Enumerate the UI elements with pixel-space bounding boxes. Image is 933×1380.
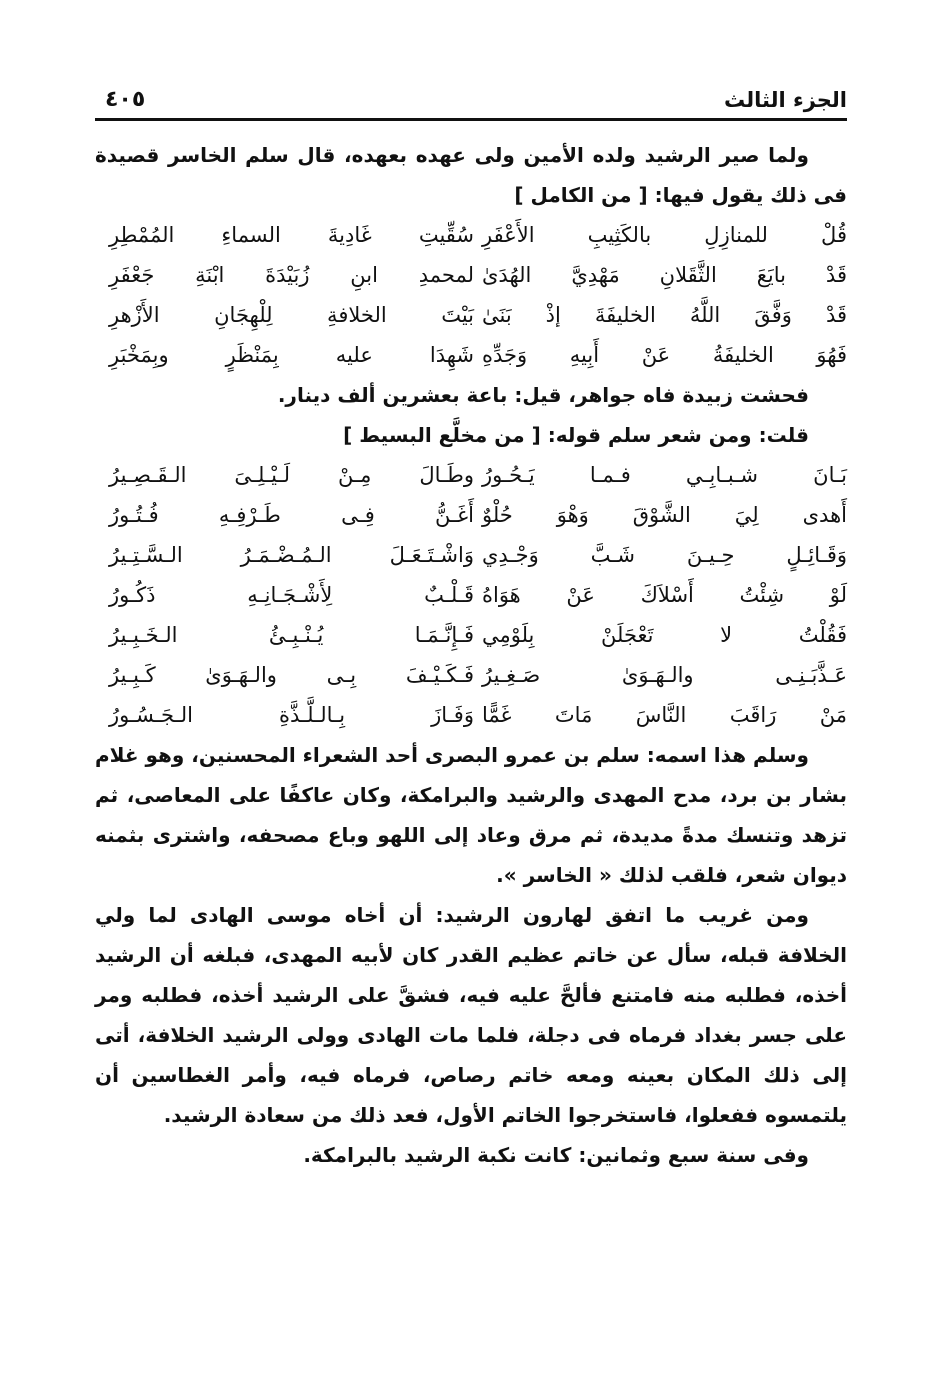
paragraph-qultu: قلت: ومن شعر سلم قوله: [ من مخلَّع البسيط ] — [343, 423, 809, 447]
paragraph-zubayda: فحشت زبيدة فاه جواهر، قيل: باعة بعشرين ألف دينار. — [277, 383, 809, 407]
page-header — [95, 70, 847, 112]
verse-second-hemistich: قَـلْـبٌ لِأَشْـجَـانِـهِ ذَكُـورُ — [109, 583, 474, 607]
verse-line — [95, 655, 847, 695]
verse-second-hemistich: وَاشْـتَـعَـلَ الـمُـضْـمَـرُ الـسَّـتِـيرُ — [109, 543, 474, 567]
paragraph-ring-story: ومن غريب ما اتفق لهارون الرشيد: أن أخاه موسى الهادى لما ولي الخلافة قبله، سأل عن خاتم عظيم القدر كان لأبيه المهدى، فبلغه أن الرشيد أخذه، فطلبه منه فامتنع فألحَّ عليه فيه، فشقَّ على الرشيد أخذه، فطلبه ومر على جسر بغداد فرماه فى دجلة، فلما مات الهادى وولى الرشيد الخلافة، أتى إلى ذلك المكان بعينه ومعه خاتم رصاص، فرماه فيه، وأمر الغطاسين أن يلتمسوه ففعلوا، فاستخرجوا الخاتم الأول، فعد ذلك من سعادة الرشيد. — [95, 903, 847, 1127]
header-rule — [95, 118, 847, 121]
verse-first-hemistich: قُلْ للمنازِلِ بالكَثِيبِ الأَعْفَرِ — [482, 223, 847, 247]
verse-second-hemistich: فَـكَـيْـفَ بِـى والـهَـوَىٰ كَـبِـيرُ — [109, 663, 474, 687]
verse-first-hemistich: فَقُلْتُ لا تَعْجَلَنْ بِلَوْمِي — [482, 623, 847, 647]
verse-line — [95, 295, 847, 335]
verse-line — [95, 535, 847, 575]
verse-line — [95, 575, 847, 615]
verse-first-hemistich: عَـذَّبَـنِـى والـهَـوَىٰ صَـغِـيرُ — [482, 663, 847, 687]
paragraph-intro: ولما صير الرشيد ولده الأمين ولى عهده بعهده، قال سلم الخاسر قصيدة فى ذلك يقول فيها: [ من الكامل ] — [95, 143, 847, 207]
paragraph-salm-bio: وسلم هذا اسمه: سلم بن عمرو البصرى أحد الشعراء المحسنين، وهو غلام بشار بن برد، مدح المهدى والرشيد والبرامكة، وكان عاكفًا على المعاصى، ثم تزهد وتنسك مدةً مديدة، ثم مرق وعاد إلى اللهو وباع مصحفه، واشترى بثمنه ديوان شعر، فلقب لذلك « الخاسر ». — [94, 743, 847, 887]
verse-line — [95, 615, 847, 655]
verse-first-hemistich: قَدْ بايَعَ الثَّقَلانِ مَهْدِيَّ الهُدَىٰ — [482, 263, 847, 287]
verse-second-hemistich: وَفَـازَ بِـالـلَّـذَّةِ الـجَـسُـورُ — [109, 703, 474, 727]
verse-line — [95, 215, 847, 255]
verse-second-hemistich: شَهِدَا عليه بِمَنْظَرٍ وبِمَخْبَرِ — [109, 343, 474, 367]
verse-first-hemistich: أَهدى لِيَ الشَّوْقَ وَهْوَ حُلْوٌ — [482, 503, 847, 527]
verse-second-hemistich: بَيْتَ الخلافةِ لِلْهِجَانِ الأَزْهرِ — [109, 303, 474, 327]
verse-first-hemistich: بَـانَ شـبـابِـي فـمـا يَـحُـورُ — [482, 463, 847, 487]
verse-line — [95, 335, 847, 375]
verse-first-hemistich: قَدْ وَفَّقَ اللَّهُ الخليفَةَ إذْ بَنَىٰ — [482, 303, 847, 327]
verse-second-hemistich: أَغَـنُّ فِـى طَـرْفِـهِ فُـتُـورُ — [109, 503, 474, 527]
paragraph-barmakids: وفى سنة سبع وثمانين: كانت نكبة الرشيد بالبرامكة. — [303, 1143, 809, 1167]
verse-first-hemistich: لَوْ شِئْتُ أَسْلاَكَ عَنْ هَوَاهُ — [482, 583, 847, 607]
verse-second-hemistich: لمحمدِ ابنِ زُبَيْدَةَ ابْنَةِ جَعْفَرِ — [109, 263, 474, 287]
verse-second-hemistich: فَـإِنَّـمَـا يُـنْـبِـئُ الـخَـبِـيرُ — [109, 623, 474, 647]
verse-second-hemistich: وطَـالَ مِـنْ لَـيْـلِـىَ الـقَـصِـيرُ — [109, 463, 474, 487]
verse-line — [95, 455, 847, 495]
verse-line — [95, 495, 847, 535]
poem-kamil — [95, 215, 847, 375]
verse-line — [95, 695, 847, 735]
verse-first-hemistich: وَقَـائِـلٍ حِـيـنَ شَـبَّ وَجْـدِي — [482, 543, 847, 567]
page-number: ٤٠٥ — [105, 87, 146, 112]
poem-mukhalla-basit — [95, 455, 847, 735]
verse-line — [95, 255, 847, 295]
running-title: الجزء الثالث — [724, 88, 847, 112]
verse-first-hemistich: فَهُوَ الخليفَةُ عَنْ أَبِيهِ وَجَدِّهِ — [482, 343, 847, 367]
verse-first-hemistich: مَنْ رَاقَبَ النَّاسَ مَاتَ غَمًّا — [482, 703, 847, 727]
verse-second-hemistich: سُقِّيتِ غَادِيةَ السماءِ المُمْطِرِ — [109, 223, 474, 247]
book-page — [95, 70, 847, 1175]
